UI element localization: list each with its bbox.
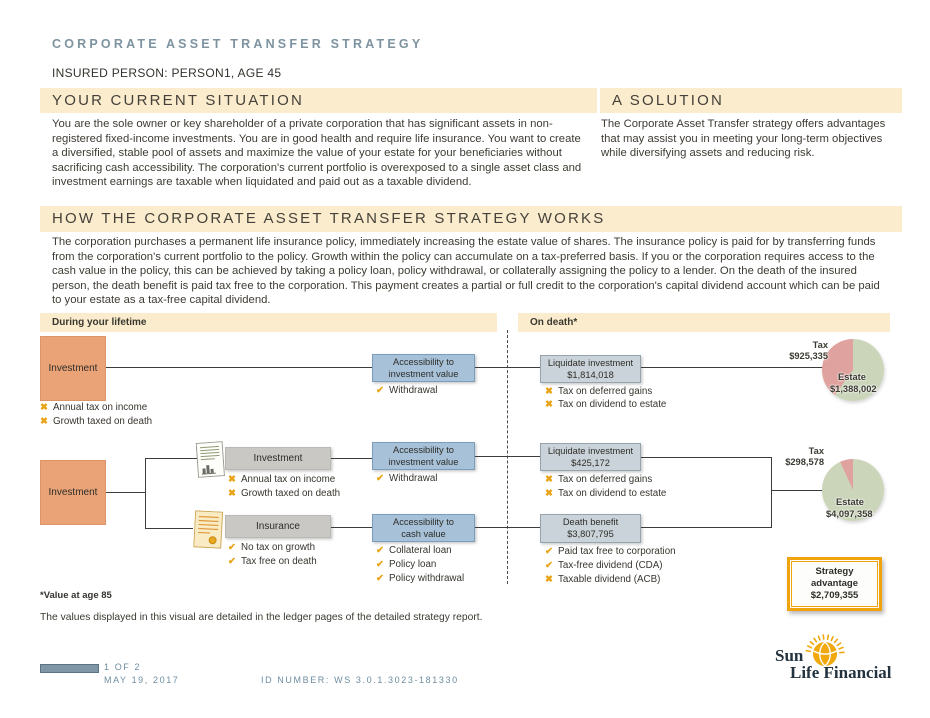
lifetime-death-divider: [507, 330, 508, 584]
bullet-label: Tax on dividend to estate: [558, 488, 667, 499]
bullet-item: [376, 559, 436, 570]
strategy-advantage-value: $2,709,355: [810, 590, 859, 601]
pie-tax-label: Tax: [812, 340, 828, 350]
pie-tax-value: $298,578: [785, 457, 824, 467]
insured-person-line: INSURED PERSON: PERSON1, AGE 45: [52, 66, 282, 80]
bullet-label: Growth taxed on death: [53, 416, 153, 427]
box-title-line: Death benefit: [562, 517, 619, 527]
pie-tax-value: $925,335: [789, 351, 828, 361]
bullet-label: Policy withdrawal: [389, 573, 465, 584]
strategy-diagram: [0, 312, 930, 601]
how-it-works-heading: HOW THE CORPORATE ASSET TRANSFER STRATEGY WORKS: [40, 206, 902, 232]
x-mark-icon: ✖: [228, 474, 236, 485]
strategy-advantage-box: [787, 557, 882, 611]
check-mark-icon: ✔: [376, 573, 384, 584]
bullet-item: [228, 474, 335, 485]
bullet-item: [545, 488, 666, 499]
pie-tax-label: Tax: [808, 446, 824, 456]
box-title-line: Accessibility to: [393, 517, 454, 527]
solution-heading: A SOLUTION: [600, 88, 902, 113]
investment-node-box: [225, 447, 331, 470]
connector-line: [106, 492, 145, 493]
bullet-item: [40, 416, 152, 427]
bullet-label: Taxable dividend (ACB): [558, 574, 661, 585]
bullet-label: Annual tax on income: [53, 402, 148, 413]
insurance-node-box: [225, 515, 331, 538]
x-mark-icon: ✖: [545, 474, 553, 485]
logo-text-life-financial: Life Financial: [790, 663, 892, 682]
bullet-item: [228, 542, 315, 553]
box-value: $425,172: [571, 457, 610, 468]
check-mark-icon: ✔: [376, 545, 384, 556]
branch-line: [771, 457, 772, 528]
bullet-item: [545, 386, 652, 397]
bullet-label: Annual tax on income: [241, 474, 336, 485]
death-column-header: On death*: [518, 313, 890, 332]
page-progress-bar: [40, 664, 99, 673]
insurance-node-label: Insurance: [256, 521, 300, 532]
liquidate-investment-box-row2: [540, 443, 641, 471]
pie-estate-value: $1,388,002: [830, 384, 877, 394]
bullet-item: [545, 546, 676, 557]
pie-estate-label: Estate: [836, 497, 864, 507]
ledger-detail-footnote: The values displayed in this visual are detailed in the ledger pages of the detailed strategy report.: [40, 612, 483, 623]
accessibility-investment-box-row1: [372, 354, 475, 382]
x-mark-icon: ✖: [545, 574, 553, 585]
bullet-item: [228, 488, 340, 499]
connector-line: [475, 456, 540, 457]
connector-line: [106, 367, 372, 368]
box-title-line: Liquidate investment: [547, 358, 634, 368]
bullet-label: No tax on growth: [241, 542, 316, 553]
bullet-item: [376, 385, 437, 396]
bullet-label: Tax on deferred gains: [558, 474, 653, 485]
page-indicator: 1 OF 2: [104, 662, 142, 672]
logo-text-sun: Sun: [775, 646, 804, 665]
box-title-line: cash value: [401, 528, 446, 539]
investment-node-label: Investment: [253, 453, 303, 464]
solution-body: The Corporate Asset Transfer strategy offers advantages that may assist you in meeting your long-term objectives while diversifying assets and reducing risk.: [601, 118, 886, 159]
bullet-label: Tax free on death: [241, 556, 317, 567]
bullet-item: [545, 474, 652, 485]
bullet-item: [376, 473, 437, 484]
connector-line: [331, 458, 372, 459]
bullet-label: Tax on dividend to estate: [558, 399, 667, 410]
box-title-line: Accessibility to: [393, 445, 454, 455]
bullet-label: Collateral loan: [389, 545, 452, 556]
death-benefit-box: [540, 514, 641, 543]
bullet-item: [40, 402, 147, 413]
connector-line: [641, 527, 772, 528]
bullet-label: Tax-free dividend (CDA): [558, 560, 663, 571]
connector-line: [771, 490, 823, 491]
box-value: $1,814,018: [567, 369, 614, 380]
x-mark-icon: ✖: [40, 416, 48, 427]
investment-document-icon: [196, 441, 226, 483]
connector-line: [475, 527, 540, 528]
document-title: CORPORATE ASSET TRANSFER STRATEGY: [52, 37, 424, 51]
x-mark-icon: ✖: [228, 488, 236, 499]
connector-line: [475, 367, 540, 368]
check-mark-icon: ✔: [376, 385, 384, 396]
liquidate-investment-box-row1: [540, 355, 641, 383]
check-mark-icon: ✔: [228, 542, 236, 553]
value-at-age-footnote: *Value at age 85: [40, 590, 112, 601]
bullet-item: [228, 556, 317, 567]
bullet-item: [545, 399, 666, 410]
connector-line: [145, 458, 197, 459]
bullet-item: [376, 573, 464, 584]
bullet-item: [376, 545, 452, 556]
connector-line: [641, 367, 823, 368]
check-mark-icon: ✔: [545, 560, 553, 571]
investment-box-row2-label: Investment: [48, 486, 98, 498]
x-mark-icon: ✖: [545, 399, 553, 410]
pie-estate-label: Estate: [838, 372, 866, 382]
box-title-line: Liquidate investment: [547, 446, 634, 456]
check-mark-icon: ✔: [545, 546, 553, 557]
x-mark-icon: ✖: [40, 402, 48, 413]
bullet-item: [545, 574, 660, 585]
check-mark-icon: ✔: [376, 473, 384, 484]
connector-line: [145, 528, 193, 529]
bullet-label: Withdrawal: [389, 385, 438, 396]
check-mark-icon: ✔: [228, 556, 236, 567]
accessibility-cash-box: [372, 514, 475, 542]
box-value: $3,807,795: [567, 528, 614, 539]
x-mark-icon: ✖: [545, 386, 553, 397]
box-title-line: Accessibility to: [393, 357, 454, 367]
bullet-label: Withdrawal: [389, 473, 438, 484]
bullet-label: Policy loan: [389, 559, 437, 570]
bullet-item: [545, 560, 663, 571]
investment-box-row2: [40, 460, 106, 525]
accessibility-investment-box-row2: [372, 442, 475, 470]
connector-line: [641, 457, 772, 458]
box-title-line: investment value: [388, 368, 459, 379]
investment-box-row1: [40, 336, 106, 401]
current-situation-body: You are the sole owner or key shareholder of a private corporation that has significant assets in non-registered fixed-income investments. You are in good health and require life insurance. You want to create a diversified, stable pool of assets and maximize the value of your estate for your beneficiaries without sacrificing cash accessibility. The corporation's current portfolio is overexposed to a single asset class and investment earnings are taxable when liquidated and paid out as a taxable dividend.: [52, 118, 582, 188]
check-mark-icon: ✔: [376, 559, 384, 570]
how-it-works-body: The corporation purchases a permanent life insurance policy, immediately increasing the estate value of shares. The insurance policy is paid for by transferring funds from the corporation's current portfolio to the policy. Growth within the policy can accumulate on a tax-preferred basis. If you or the corporation requires access to the cash value in the policy, this can be achieved by taking a policy loan, policy withdrawal, or collaterally assigning the policy to a lender. On the death of the insured person, the death benefit is paid tax free to the corporation. This payment creates a partial or full credit to the corporation's capital dividend account which can be paid to your estate as a tax-free capital dividend.: [52, 236, 880, 306]
bullet-label: Growth taxed on death: [241, 488, 341, 499]
current-situation-heading: YOUR CURRENT SITUATION: [40, 88, 597, 113]
bullet-label: Tax on deferred gains: [558, 386, 653, 397]
report-date: MAY 19, 2017: [104, 675, 180, 685]
lifetime-column-header: During your lifetime: [40, 313, 497, 332]
branch-line: [145, 458, 146, 529]
strategy-advantage-title: Strategy advantage: [811, 566, 858, 589]
pie-estate-value: $4,097,358: [826, 509, 873, 519]
investment-box-row1-label: Investment: [48, 362, 98, 374]
id-number: ID NUMBER: WS 3.0.1.3023-181330: [261, 675, 459, 685]
connector-line: [331, 527, 372, 528]
bullet-label: Paid tax free to corporation: [558, 546, 676, 557]
x-mark-icon: ✖: [545, 488, 553, 499]
insurance-policy-icon: [193, 510, 224, 554]
box-title-line: investment value: [388, 456, 459, 467]
